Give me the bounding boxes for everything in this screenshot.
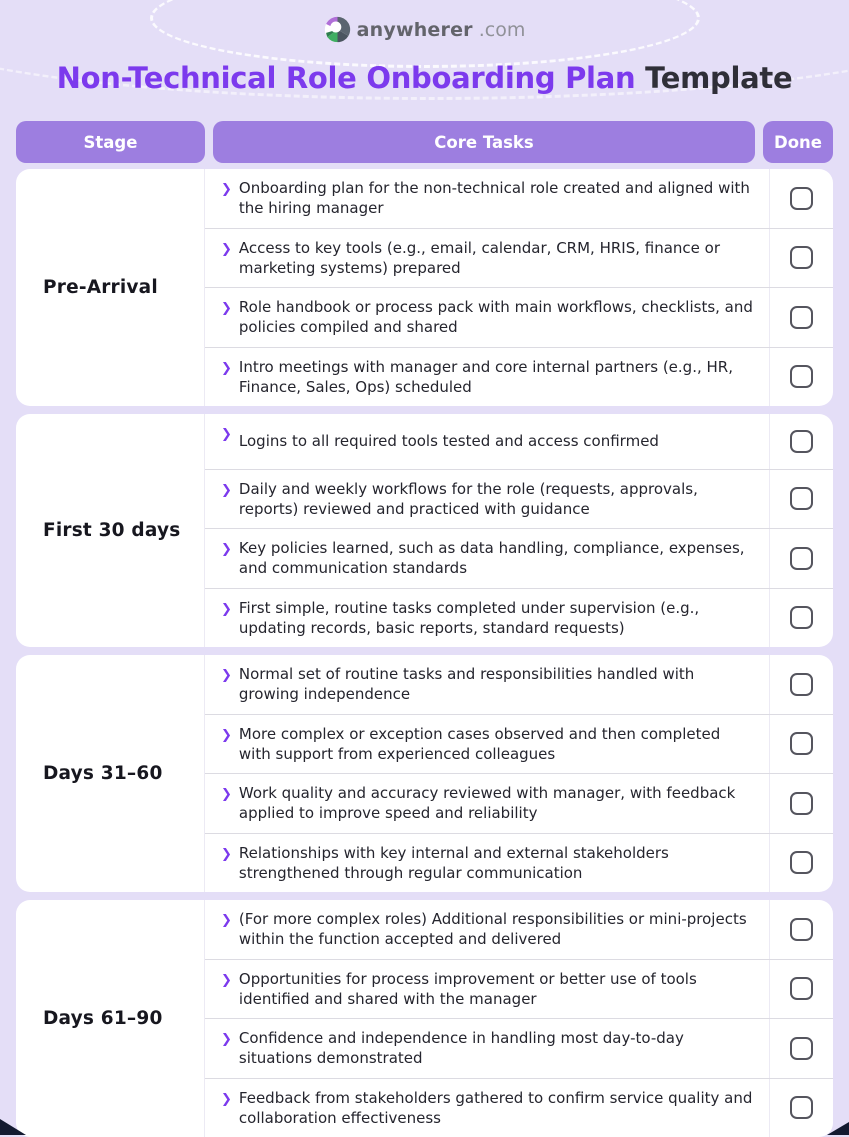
stage-section	[16, 169, 833, 406]
task-row	[205, 655, 833, 715]
task-text: Access to key tools (e.g., email, calendar, CRM, HRIS, finance or marketing systems) prepared	[239, 238, 755, 279]
task-text: Work quality and accuracy reviewed with manager, with feedback applied to improve speed and reliability	[239, 783, 755, 824]
done-cell	[769, 529, 833, 588]
task-cell	[205, 529, 769, 588]
task-text: Onboarding plan for the non-technical role created and aligned with the hiring manager	[239, 178, 755, 219]
task-cell	[205, 960, 769, 1019]
task-checkbox[interactable]	[790, 792, 813, 815]
page-header	[0, 0, 849, 47]
task-checkbox[interactable]	[790, 487, 813, 510]
task-rows	[205, 169, 833, 406]
task-text: Key policies learned, such as data handling, compliance, expenses, and communication standards	[239, 538, 755, 579]
task-row	[205, 900, 833, 960]
chevron-bullet-icon: ❯	[221, 843, 232, 864]
chevron-bullet-icon: ❯	[221, 238, 232, 259]
task-text: Daily and weekly workflows for the role (requests, approvals, reports) reviewed and practiced with guidance	[239, 479, 755, 520]
task-text: Logins to all required tools tested and access confirmed	[239, 431, 659, 451]
done-cell	[769, 900, 833, 959]
task-text: Intro meetings with manager and core internal partners (e.g., HR, Finance, Sales, Ops) scheduled	[239, 357, 755, 398]
chevron-bullet-icon: ❯	[221, 783, 232, 804]
task-cell	[205, 655, 769, 714]
chevron-bullet-icon: ❯	[221, 724, 232, 745]
done-cell	[769, 414, 833, 469]
page-title-highlight: Non-Technical Role Onboarding Plan	[57, 61, 636, 95]
task-rows	[205, 655, 833, 892]
task-row	[205, 470, 833, 530]
task-checkbox[interactable]	[790, 977, 813, 1000]
task-checkbox[interactable]	[790, 1096, 813, 1119]
task-text: Role handbook or process pack with main workflows, checklists, and policies compiled and shared	[239, 297, 755, 338]
chevron-bullet-icon: ❯	[221, 909, 232, 930]
done-cell	[769, 960, 833, 1019]
stage-label: Pre-Arrival	[16, 169, 205, 406]
task-cell	[205, 288, 769, 347]
task-checkbox[interactable]	[790, 365, 813, 388]
task-checkbox[interactable]	[790, 547, 813, 570]
task-cell	[205, 169, 769, 228]
task-text: Opportunities for process improvement or better use of tools identified and shared with the manager	[239, 969, 755, 1010]
task-checkbox[interactable]	[790, 246, 813, 269]
page-title-rest: Template	[635, 61, 792, 95]
stage-section	[16, 414, 833, 647]
stage-label: First 30 days	[16, 414, 205, 647]
stage-label: Days 31–60	[16, 655, 205, 892]
task-cell	[205, 834, 769, 893]
stage-section	[16, 900, 833, 1137]
chevron-bullet-icon: ❯	[221, 969, 232, 990]
table-header-row	[16, 121, 833, 163]
task-cell	[205, 348, 769, 407]
done-cell	[769, 229, 833, 288]
table-body	[16, 169, 833, 1137]
task-row	[205, 348, 833, 407]
done-cell	[769, 470, 833, 529]
done-cell	[769, 169, 833, 228]
task-row	[205, 774, 833, 834]
task-text: First simple, routine tasks completed under supervision (e.g., updating records, basic reports, standard requests)	[239, 598, 755, 639]
task-row	[205, 169, 833, 229]
page-title	[0, 61, 849, 95]
stage-section	[16, 655, 833, 892]
task-text: Relationships with key internal and external stakeholders strengthened through regular communication	[239, 843, 755, 884]
task-cell	[205, 1079, 769, 1137]
done-cell	[769, 348, 833, 407]
task-checkbox[interactable]	[790, 306, 813, 329]
task-row	[205, 960, 833, 1020]
task-row	[205, 1079, 833, 1137]
done-cell	[769, 288, 833, 347]
task-row	[205, 288, 833, 348]
task-cell	[205, 900, 769, 959]
task-cell	[205, 1019, 769, 1078]
task-text: More complex or exception cases observed and then completed with support from experienced colleagues	[239, 724, 755, 765]
chevron-bullet-icon: ❯	[221, 479, 232, 500]
done-cell	[769, 655, 833, 714]
done-cell	[769, 774, 833, 833]
task-checkbox[interactable]	[790, 918, 813, 941]
task-cell	[205, 774, 769, 833]
task-row	[205, 589, 833, 648]
task-row	[205, 715, 833, 775]
task-checkbox[interactable]	[790, 187, 813, 210]
task-row	[205, 1019, 833, 1079]
chevron-bullet-icon: ❯	[221, 423, 232, 444]
task-checkbox[interactable]	[790, 606, 813, 629]
chevron-bullet-icon: ❯	[221, 538, 232, 559]
task-checkbox[interactable]	[790, 673, 813, 696]
task-checkbox[interactable]	[790, 851, 813, 874]
task-checkbox[interactable]	[790, 732, 813, 755]
task-cell	[205, 715, 769, 774]
task-checkbox[interactable]	[790, 430, 813, 453]
task-cell	[205, 229, 769, 288]
globe-logo-icon	[324, 16, 351, 43]
chevron-bullet-icon: ❯	[221, 357, 232, 378]
chevron-bullet-icon: ❯	[221, 178, 232, 199]
task-text: Feedback from stakeholders gathered to confirm service quality and collaboration effectiveness	[239, 1088, 755, 1129]
task-cell	[205, 414, 769, 469]
done-cell	[769, 1019, 833, 1078]
brand-suffix: .com	[479, 19, 526, 41]
task-text: (For more complex roles) Additional responsibilities or mini-projects within the function accepted and delivered	[239, 909, 755, 950]
task-row	[205, 529, 833, 589]
done-cell	[769, 715, 833, 774]
task-row	[205, 229, 833, 289]
chevron-bullet-icon: ❯	[221, 598, 232, 619]
task-row	[205, 834, 833, 893]
task-row	[205, 414, 833, 470]
brand-logo	[324, 16, 526, 43]
column-header-done: Done	[763, 121, 833, 163]
task-text: Confidence and independence in handling most day-to-day situations demonstrated	[239, 1028, 755, 1069]
chevron-bullet-icon: ❯	[221, 1028, 232, 1049]
done-cell	[769, 834, 833, 893]
task-cell	[205, 470, 769, 529]
done-cell	[769, 1079, 833, 1137]
brand-name: anywherer	[357, 19, 473, 41]
task-rows	[205, 900, 833, 1137]
chevron-bullet-icon: ❯	[221, 1088, 232, 1109]
task-text: Normal set of routine tasks and responsibilities handled with growing independence	[239, 664, 755, 705]
task-rows	[205, 414, 833, 647]
stage-label: Days 61–90	[16, 900, 205, 1137]
column-header-core-tasks: Core Tasks	[213, 121, 755, 163]
chevron-bullet-icon: ❯	[221, 664, 232, 685]
chevron-bullet-icon: ❯	[221, 297, 232, 318]
column-header-stage: Stage	[16, 121, 205, 163]
done-cell	[769, 589, 833, 648]
task-cell	[205, 589, 769, 648]
task-checkbox[interactable]	[790, 1037, 813, 1060]
